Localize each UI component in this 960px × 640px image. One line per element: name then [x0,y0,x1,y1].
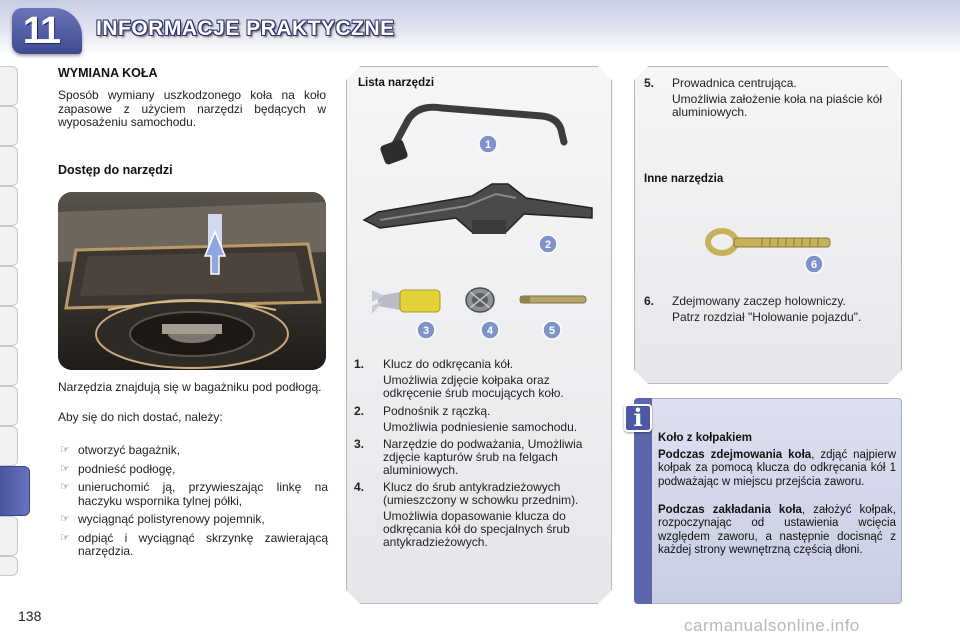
svg-text:4: 4 [486,325,494,337]
chapter-number: 11 [22,10,60,52]
chapter-tab[interactable] [12,8,82,54]
trunk-photo [58,192,326,370]
trunk-illustration [58,192,326,370]
svg-text:1: 1 [484,139,492,151]
list-item: ☞ unieruchomić ją, przywieszając linkę na haczyku wspornika tylnej półki, [60,480,328,508]
watermark: carmanualsonline.info [684,616,860,635]
edge-tab-3[interactable] [0,146,18,186]
edge-tab-9[interactable] [0,386,18,426]
edge-tab-active[interactable] [0,466,30,516]
access-intro-text: Aby się do nich dostać, należy: [58,410,223,424]
pointing-hand-icon: ☞ [60,481,70,493]
svg-text:6: 6 [810,259,818,271]
info-title: Koło z kołpakiem [658,432,752,444]
edge-tab-12[interactable] [0,516,18,556]
section-title: WYMIANA KOŁA [58,66,158,80]
edge-tab-8[interactable] [0,346,18,386]
page-title: INFORMACJE PRAKTYCZNE [96,17,395,40]
pry-tool-icon [372,290,440,314]
list-item: 3. Narzędzie do podważania, Umożliwia zdjęcie kapturów śrub na felgach aluminiowych. [354,437,583,478]
list-item: ☞ podnieść podłogę, [60,461,176,476]
info-paragraph-removal: Podczas zdejmowania koła, zdjąć najpierw kołpak za pomocą klucza do odkręcania kół 1 podważając w miejscu przejścia zaworu. [658,449,896,488]
other-tools-heading: Inne narzędzia [644,173,724,185]
intro-text: Sposób wymiany uszkodzonego koła na koło zapasowe z użyciem narzędzi będących w wyposażeniu samochodu. [58,88,326,129]
list-item-description: Umożliwia założenie koła na piaście kół aluminiowych. [672,92,883,120]
pointing-hand-icon: ☞ [60,462,70,475]
tools-illustration [356,100,606,348]
list-item: 2. Podnośnik z rączką. [354,403,491,418]
pointing-hand-icon: ☞ [60,531,70,544]
pointing-hand-icon: ☞ [60,444,70,456]
list-item-description: Patrz rozdział "Holowanie pojazdu". [672,310,862,325]
info-paragraph-fitting: Podczas zakładania koła, założyć kołpak, rozpoczynając od ustawienia wcięcia względem zaworu, a następnie docisnąć z każdej strony wewnętrzną częścią dłoni. [658,504,896,557]
trunk-location-text: Narzędzia znajdują się w bagażniku pod podłogą. [58,380,322,394]
list-item-description: Umożliwia zdjęcie kołpaka oraz odkręcenie śrub mocujących koło. [383,373,564,401]
pointing-hand-icon: ☞ [60,513,70,525]
jack-icon [364,184,592,234]
page-number: 138 [18,608,42,624]
list-item: ☞ wyciągnąć polistyrenowy pojemnik, [60,512,265,526]
access-steps-list [58,444,328,564]
wheel-brace-icon [379,107,564,165]
callout-badge [543,321,561,339]
edge-tab-4[interactable] [0,186,18,226]
towing-eye-icon [702,222,842,276]
list-item: 4. Klucz do śrub antykradzieżowych (umieszczony w schowku przednim). [354,479,579,507]
svg-text:2: 2 [544,239,552,251]
list-item: 6. Zdejmowany zaczep holowniczy. Patrz rozdział "Holowanie pojazdu". [644,295,894,324]
callout-badge [805,255,823,273]
list-item-description: Umożliwia dopasowanie klucza do odkręcania kół do specjalnych śrub antykradzieżowych. [383,509,570,550]
edge-tab-5[interactable] [0,226,18,266]
anti-theft-socket-icon [466,288,494,312]
list-item: 1. Klucz do odkręcania kół. [354,357,514,371]
info-box [634,398,902,604]
edge-tab-7[interactable] [0,306,18,346]
info-icon: i [624,404,652,432]
svg-text:5: 5 [548,325,556,337]
list-item-description: Umożliwia podniesienie samochodu. [383,419,578,434]
list-item: ☞ otworzyć bagażnik, [60,443,181,457]
callout-badge [539,235,557,253]
tools-heading: Lista narzędzi [358,77,435,89]
callout-badge [479,135,497,153]
list-item: ☞ odpiąć i wyciągnąć skrzynkę zawierającą narzędzia. [60,530,328,558]
centering-guide-icon [520,296,586,303]
tool-list [354,358,604,554]
edge-tab-6[interactable] [0,266,18,306]
svg-text:3: 3 [422,325,430,337]
edge-tab-2[interactable] [0,106,18,146]
callout-badge [481,321,499,339]
edge-tab-13[interactable] [0,556,18,576]
callout-badge [417,321,435,339]
edge-tab-10[interactable] [0,426,18,466]
edge-tab-1[interactable] [0,66,18,106]
subsection-title: Dostęp do narzędzi [58,163,173,177]
list-item: 5. Prowadnica centrująca. Umożliwia założenie koła na piaście kół aluminiowych. [644,77,894,120]
